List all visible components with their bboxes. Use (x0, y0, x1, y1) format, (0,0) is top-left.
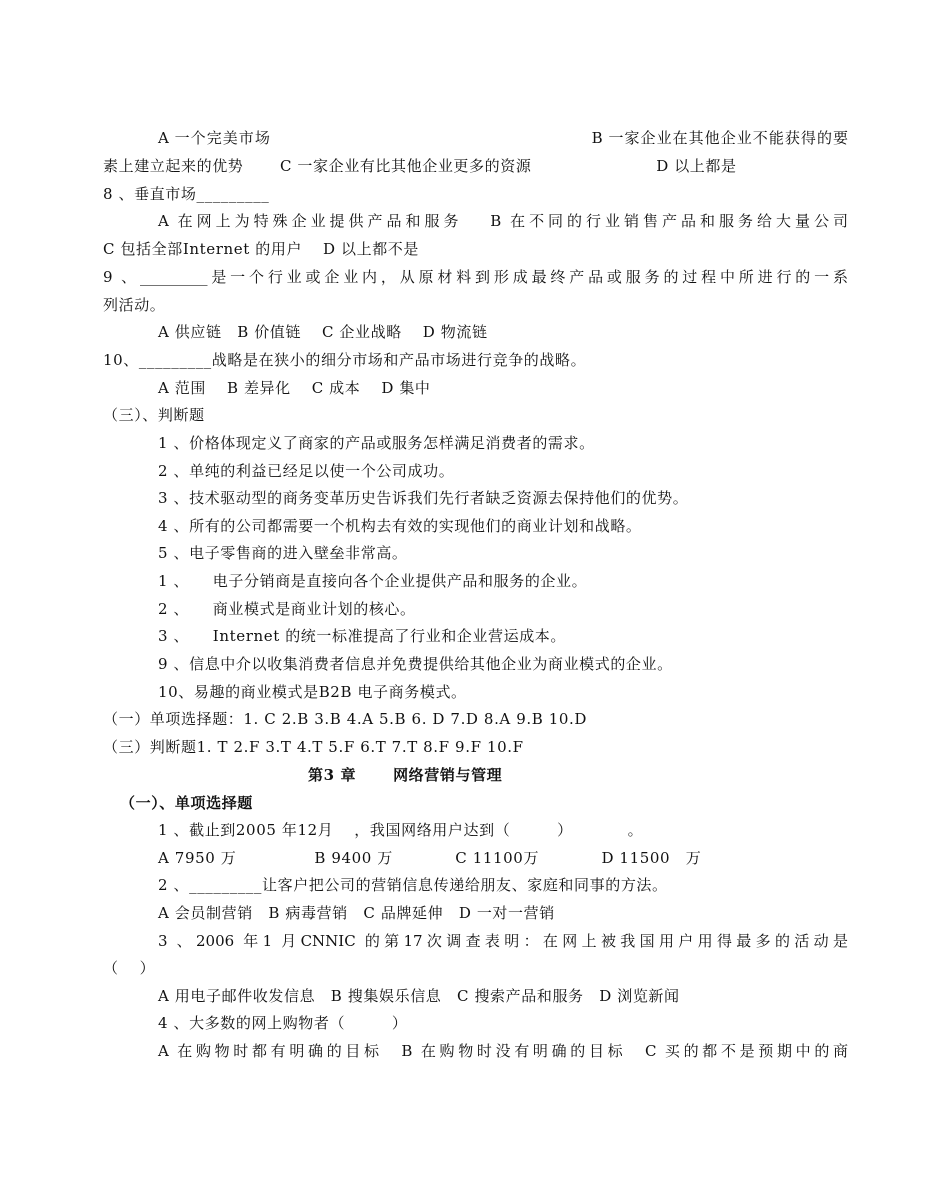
text-line: 4 、大多数的网上购物者（ ） (158, 1014, 408, 1032)
text-line: A 范围 B 差异化 C 成本 D 集中 (158, 379, 431, 397)
text-line: 3 、 Internet 的统一标准提高了行业和企业营运成本。 (158, 627, 567, 645)
text-line: 3 、2006 年1 月CNNIC 的第17次调查表明：在网上被我国用户用得最多的活动是 (158, 932, 848, 950)
chapter-title: 第3 章 网络营销与管理 (308, 766, 503, 784)
text-line: （ ） (103, 959, 156, 977)
answer-key: （三）判断题1. T 2.F 3.T 4.T 5.F 6.T 7.T 8.F 9.F 10.F (103, 738, 524, 756)
text-line: 10、易趣的商业模式是B2B 电子商务模式。 (158, 683, 467, 701)
text-line: 素上建立起来的优势 C 一家企业有比其他企业更多的资源 D 以上都是 (103, 157, 737, 175)
text-line: 2 、单纯的利益已经足以使一个公司成功。 (158, 462, 455, 480)
text-line: A 在网上为特殊企业提供产品和服务 B 在不同的行业销售产品和服务给大量公司 (158, 212, 848, 230)
text-line: A 一个完美市场 B 一家企业在其他企业不能获得的要 (158, 129, 848, 147)
text-line: 列活动。 (103, 296, 166, 314)
text-line: A 供应链 B 价值链 C 企业战略 D 物流链 (158, 323, 488, 341)
text-line: 9 、_________是一个行业或企业内，从原材料到形成最终产品或服务的过程中所进行的一系 (103, 268, 848, 286)
text-line: A 7950 万 B 9400 万 C 11100万 D 11500 万 (158, 849, 702, 867)
text-line: 4 、所有的公司都需要一个机构去有效的实现他们的商业计划和战略。 (158, 517, 642, 535)
text-line: A 用电子邮件收发信息 B 搜集娱乐信息 C 搜索产品和服务 D 浏览新闻 (158, 987, 680, 1005)
text-line: 3 、技术驱动型的商务变革历史告诉我们先行者缺乏资源去保持他们的优势。 (158, 489, 689, 507)
section-heading: （三）、判断题 (103, 406, 205, 424)
text-line: 2 、_________让客户把公司的营销信息传递给朋友、家庭和同事的方法。 (158, 876, 668, 894)
text-line: 5 、电子零售商的进入壁垒非常高。 (158, 544, 408, 562)
text-line: 2 、 商业模式是商业计划的核心。 (158, 600, 416, 618)
text-line: A 在购物时都有明确的目标 B 在购物时没有明确的目标 C 买的都不是预期中的商 (158, 1042, 848, 1060)
text-line: 1 、截止到2005 年12月 ，我国网络用户达到（ ） 。 (158, 821, 644, 839)
text-line: 8 、垂直市场_________ (103, 185, 270, 203)
text-line: 1 、 电子分销商是直接向各个企业提供产品和服务的企业。 (158, 572, 588, 590)
text-line: C 包括全部Internet 的用户 D 以上都不是 (103, 240, 420, 258)
text-line: 10、_________战略是在狭小的细分市场和产品市场进行竞争的战略。 (103, 351, 587, 369)
text-line: 1 、价格体现定义了商家的产品或服务怎样满足消费者的需求。 (158, 434, 595, 452)
text-line: 9 、信息中介以收集消费者信息并免费提供给其他企业为商业模式的企业。 (158, 655, 673, 673)
text-line: A 会员制营销 B 病毒营销 C 品牌延伸 D 一对一营销 (158, 904, 555, 922)
section-heading: （一）、单项选择题 (120, 794, 253, 812)
answer-key: （一）单项选择题：1. C 2.B 3.B 4.A 5.B 6. D 7.D 8.A 9.B 10.D (103, 710, 588, 728)
